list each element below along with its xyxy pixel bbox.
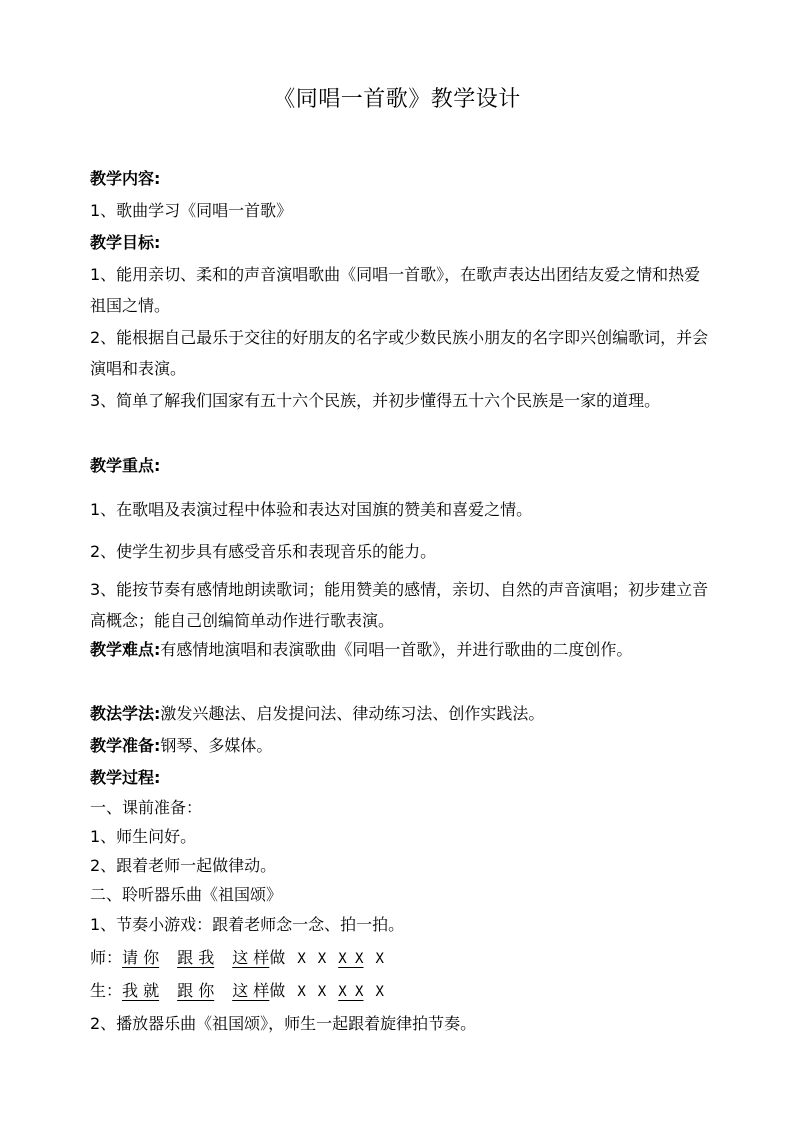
section-label-content: 教学内容: [90,169,161,188]
goal-item: 2、能根据自己最乐于交往的好朋友的名字或少数民族小朋友的名字即兴创编歌词，并会演唱和表演。 [90,328,709,378]
rhythm-word: 我 就 [122,981,160,1000]
key-point-item: 2、使学生初步具有感受音乐和表现音乐的能力。 [90,542,437,561]
method-text: 激发兴趣法、启发提问法、律动练习法、创作实践法。 [160,704,545,723]
rhythm-line-student [90,980,710,1003]
process-item: 1、师生问好。 [90,827,197,846]
key-point-item: 3、能按节奏有感情地朗读歌词；能用赞美的感情，亲切、自然的声音演唱；初步建立音高概念；能自己创编简单动作进行歌表演。 [90,580,709,630]
process-item: 一、课前准备： [90,798,203,817]
rhythm-word: 跟 你 [177,981,215,1000]
key-point-item: 1、在歌唱及表演过程中体验和表达对国旗的赞美和喜爱之情。 [90,500,533,519]
rhythm-beat: X [375,951,384,967]
rhythm-prefix: 生： [90,981,123,1000]
section-label-prep: 教学准备: [90,736,161,755]
prep-text: 钢琴、多媒体。 [160,736,273,755]
difficulty-text: 有感情地演唱和表演歌曲《同唱一首歌》，并进行歌曲的二度创作。 [160,640,633,659]
section-label-key-points: 教学重点: [90,456,161,475]
rhythm-word: 跟 我 [177,948,215,967]
process-item: 2、播放器乐曲《祖国颂》，师生一起跟着旋律拍节奏。 [90,1014,477,1033]
section-label-process: 教学过程: [90,768,161,787]
goal-item: 1、能用亲切、柔和的声音演唱歌曲《同唱一首歌》，在歌声表达出团结友爱之情和热爱祖国之情。 [90,265,701,315]
rhythm-beat: X [297,984,306,1000]
prep-paragraph [90,735,710,757]
difficulty-paragraph [90,634,710,665]
section-label-method: 教法学法: [90,704,161,723]
rhythm-beat: X [317,984,327,1000]
process-item: 2、跟着老师一起做律动。 [90,856,277,875]
method-paragraph [90,703,710,725]
content-item: 1、歌曲学习《同唱一首歌》 [90,201,293,220]
rhythm-word: 这 样 [232,981,270,1000]
rhythm-prefix: 师： [90,948,123,967]
process-item: 二、聆听器乐曲《祖国颂》 [90,885,283,904]
section-label-goals: 教学目标: [90,233,161,252]
rhythm-word: 这 样 [232,948,270,967]
rhythm-word: 做 [269,981,286,1000]
document-title: 《同唱一首歌》教学设计 [273,87,521,112]
rhythm-beat: X [297,951,306,967]
rhythm-beat: X [317,951,327,967]
process-item: 1、节奏小游戏：跟着老师念一念、拍一拍。 [90,915,405,934]
rhythm-word: 做 [269,948,286,967]
section-label-difficulty: 教学难点: [90,640,161,659]
rhythm-line-teacher [90,947,710,970]
rhythm-beat: X [375,984,384,1000]
goal-item: 3、简单了解我们国家有五十六个民族，并初步懂得五十六个民族是一家的道理。 [90,391,661,410]
rhythm-beat: X X [338,951,364,967]
rhythm-word: 请 你 [122,948,160,967]
rhythm-beat: X X [338,984,364,1000]
